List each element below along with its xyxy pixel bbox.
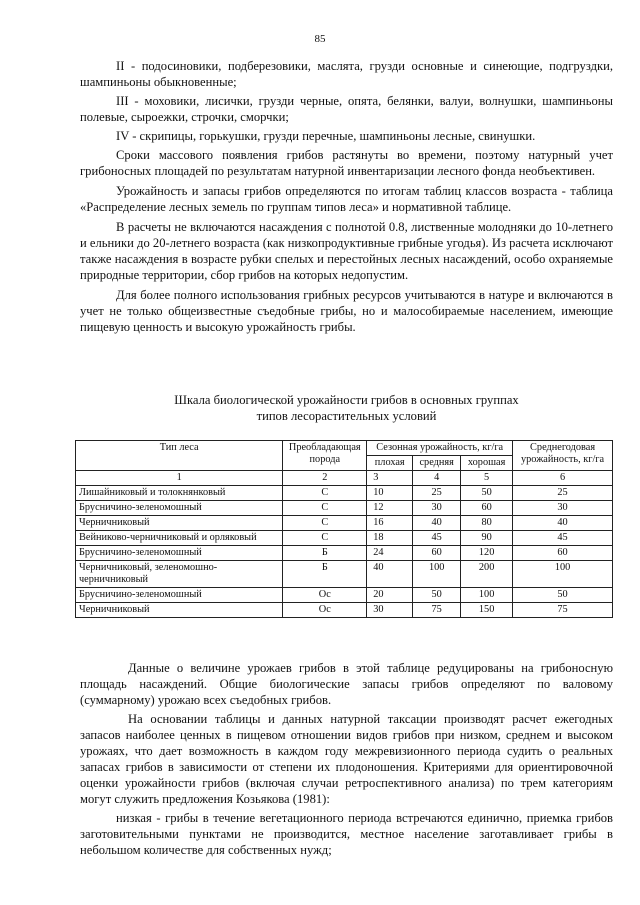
paragraph: В расчеты не включаются насаждения с полнотой 0.8, лиственные молодняки до 10-летнего и ельники до 20-летнего возраста (как низкопродуктивные грибные угодья). Из расчета исключают также насаждения в возрасте рубки спелых и перестойных лесных насаждений, особо охраняемые природные территории, сбор грибов на которых недопустим.: [80, 220, 613, 282]
column-number: 4: [413, 471, 461, 486]
cell-good: 200: [461, 561, 513, 588]
cell-species: С: [283, 516, 367, 531]
paragraph: IV - скрипицы, горькушки, грузди перечные, шампиньоны лесные, свинушки.: [116, 129, 536, 143]
cell-forest-type: Брусничино-зеленомошный: [76, 501, 283, 516]
cell-species: С: [283, 531, 367, 546]
paragraph: III - моховики, лисички, грузди черные, опята, белянки, валуи, волнушки, шампиньоны полевые, сыроежки, строчки, сморчки;: [80, 94, 613, 124]
column-number: 2: [283, 471, 367, 486]
cell-average: 50: [513, 588, 613, 603]
cell-medium: 25: [413, 486, 461, 501]
table-row: [76, 588, 613, 603]
header-seasonal: Сезонная урожайность, кг/га: [367, 441, 513, 456]
header-species: Преобладающая порода: [283, 441, 367, 471]
cell-average: 30: [513, 501, 613, 516]
cell-poor: 30: [367, 603, 413, 618]
cell-forest-type: Черничниковый: [76, 516, 283, 531]
header-poor: плохая: [367, 456, 413, 471]
header-medium: средняя: [413, 456, 461, 471]
cell-good: 80: [461, 516, 513, 531]
cell-poor: 16: [367, 516, 413, 531]
page-number: 85: [314, 33, 326, 45]
paragraph: Урожайность и запасы грибов определяются по итогам таблиц классов возраста - таблица «Распределение лесных земель по группам типов леса» и нормативной таблице.: [80, 184, 613, 214]
cell-medium: 30: [413, 501, 461, 516]
table-row: [76, 546, 613, 561]
table-row: [76, 603, 613, 618]
cell-species: С: [283, 501, 367, 516]
cell-poor: 24: [367, 546, 413, 561]
cell-forest-type: Брусничино-зеленомошный: [76, 546, 283, 561]
paragraph: II - подосиновики, подберезовики, маслята, грузди основные и синеющие, подгруздки, шампиньоны обыкновенные;: [80, 59, 613, 89]
cell-medium: 100: [413, 561, 461, 588]
cell-medium: 75: [413, 603, 461, 618]
body-text-bottom: [80, 660, 613, 861]
cell-poor: 40: [367, 561, 413, 588]
cell-species: Б: [283, 561, 367, 588]
column-number: 5: [461, 471, 513, 486]
table-title-line: Шкала биологической урожайности грибов в основных группах: [174, 393, 519, 407]
cell-forest-type: Вейниково-черничниковый и орляковый: [76, 531, 283, 546]
cell-forest-type: Черничниковый: [76, 603, 283, 618]
table-row: [76, 561, 613, 588]
cell-medium: 50: [413, 588, 461, 603]
cell-good: 90: [461, 531, 513, 546]
header-average: Среднегодовая урожайность, кг/га: [513, 441, 613, 471]
cell-good: 60: [461, 501, 513, 516]
cell-average: 45: [513, 531, 613, 546]
table-title-line: типов лесорастительных условий: [256, 409, 437, 423]
cell-poor: 10: [367, 486, 413, 501]
cell-good: 150: [461, 603, 513, 618]
cell-forest-type: Брусничино-зеленомошный: [76, 588, 283, 603]
table-row: [76, 486, 613, 501]
table-number-row: [76, 471, 613, 486]
cell-forest-type: Черничниковый, зеленомошно-черничниковый: [76, 561, 283, 588]
column-number: 1: [76, 471, 283, 486]
cell-medium: 60: [413, 546, 461, 561]
table-row: [76, 501, 613, 516]
header-forest-type: Тип леса: [76, 441, 283, 471]
cell-poor: 12: [367, 501, 413, 516]
cell-forest-type: Лишайниковый и толокнянковый: [76, 486, 283, 501]
column-number: 6: [513, 471, 613, 486]
table-header-row: [76, 441, 613, 456]
cell-good: 120: [461, 546, 513, 561]
cell-average: 40: [513, 516, 613, 531]
body-text-top: [80, 58, 613, 339]
header-good: хорошая: [461, 456, 513, 471]
cell-average: 75: [513, 603, 613, 618]
cell-good: 50: [461, 486, 513, 501]
table-row: [76, 516, 613, 531]
paragraph: Данные о величине урожаев грибов в этой таблице редуцированы на грибоносную площадь насаждений. Общие биологические запасы грибов определяют по валовому (суммарному) урожаю всех съедобных грибов.: [80, 661, 613, 707]
cell-poor: 20: [367, 588, 413, 603]
cell-good: 100: [461, 588, 513, 603]
cell-species: Ос: [283, 588, 367, 603]
paragraph: Сроки массового появления грибов растянуты во времени, поэтому натурный учет грибоносных площадей по результатам натурной инвентаризации лесного фонда необъективен.: [80, 148, 613, 178]
paragraph: низкая - грибы в течение вегетационного периода встречаются единично, приемка грибов заготовительными пунктами не производится, местное население заготавливает грибы в небольшом количестве для собственных нужд;: [80, 811, 613, 857]
paragraph: На основании таблицы и данных натурной таксации производят расчет ежегодных запасов наиболее ценных в пищевом отношении видов грибов при низком, среднем и высоком урожаях, что дает возможность в каждом году межревизионного периода судить о реальных запасах грибов в зависимости от степени их плодоношения. Критериями для ориентировочной оценки урожайности грибов (включая случаи ретроспективного анализа) по трем категориям могут служить предложения Козьякова (1981):: [80, 712, 613, 806]
cell-species: Б: [283, 546, 367, 561]
cell-species: Ос: [283, 603, 367, 618]
column-number: 3: [367, 471, 413, 486]
cell-species: С: [283, 486, 367, 501]
cell-medium: 40: [413, 516, 461, 531]
cell-poor: 18: [367, 531, 413, 546]
cell-medium: 45: [413, 531, 461, 546]
yield-table: [75, 440, 613, 618]
cell-average: 60: [513, 546, 613, 561]
table-row: [76, 531, 613, 546]
paragraph: Для более полного использования грибных ресурсов учитываются в натуре и включаются в учет не только общеизвестные съедобные грибы, но и малособираемые населением, имеющие пищевую ценность и высокую урожайность грибы.: [80, 288, 613, 334]
cell-average: 100: [513, 561, 613, 588]
table-title: [80, 392, 613, 424]
cell-average: 25: [513, 486, 613, 501]
